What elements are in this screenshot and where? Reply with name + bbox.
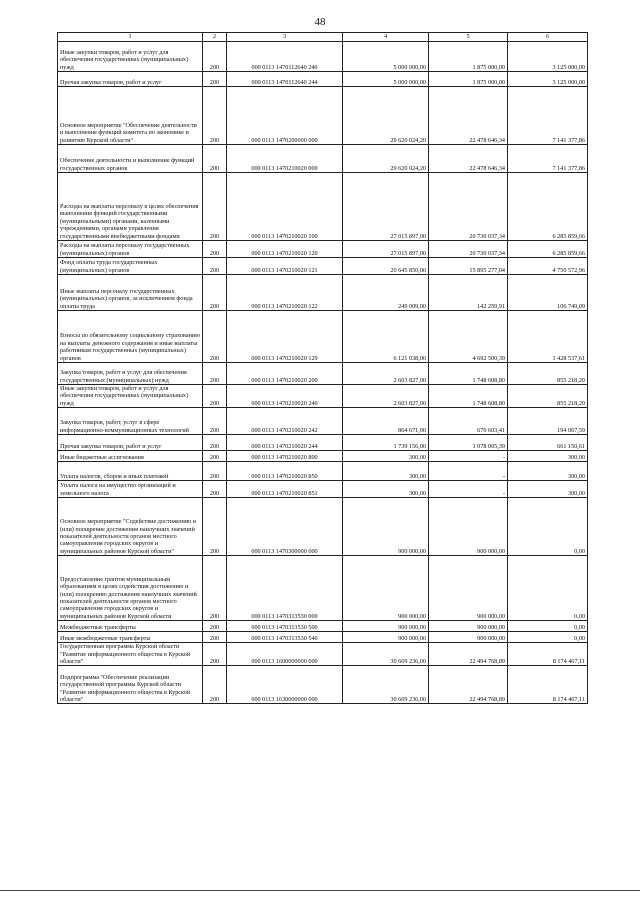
row-executed-amount-cell: 1 875 000,00 bbox=[429, 72, 508, 87]
row-approved-amount-cell: 1 739 156,00 bbox=[343, 435, 429, 451]
row-approved-amount-cell: 864 671,00 bbox=[343, 408, 429, 435]
row-name-cell: Уплата налога на имущество организаций и земельного налога bbox=[58, 481, 203, 498]
row-approved-amount-cell: 900 000,00 bbox=[343, 621, 429, 632]
column-header: 3 bbox=[227, 33, 343, 42]
row-name-cell: Иные закупки товаров, работ и услуг для обеспечения государственных (муниципальных) нужд bbox=[58, 42, 203, 72]
row-unexecuted-amount-cell: 661 150,61 bbox=[508, 435, 588, 451]
row-unexecuted-amount-cell: 0,00 bbox=[508, 632, 588, 643]
row-name-cell: Основное мероприятие "Обеспечение деятельности и выполнение функций комитета по экономике и развитию Курской области" bbox=[58, 87, 203, 145]
row-executed-amount-cell: 900 000,00 bbox=[429, 556, 508, 621]
row-approved-amount-cell: 30 669 236,00 bbox=[343, 643, 429, 666]
row-approved-amount-cell: 2 603 827,00 bbox=[343, 385, 429, 408]
table-row bbox=[58, 145, 588, 173]
row-line-code-cell: 200 bbox=[203, 173, 227, 241]
row-approved-amount-cell: 300,00 bbox=[343, 451, 429, 462]
row-classification-code-cell: 000 0113 1470210020 240 bbox=[227, 385, 343, 408]
row-unexecuted-amount-cell: 7 141 377,86 bbox=[508, 87, 588, 145]
row-unexecuted-amount-cell: 0,00 bbox=[508, 498, 588, 556]
row-classification-code-cell: 000 0113 1470210020 851 bbox=[227, 481, 343, 498]
row-line-code-cell: 200 bbox=[203, 481, 227, 498]
row-line-code-cell: 200 bbox=[203, 385, 227, 408]
row-classification-code-cell: 000 0113 1470210020 850 bbox=[227, 462, 343, 481]
row-executed-amount-cell: 22 494 768,89 bbox=[429, 666, 508, 704]
table-row bbox=[58, 643, 588, 666]
row-executed-amount-cell: 22 478 646,34 bbox=[429, 145, 508, 173]
row-executed-amount-cell: - bbox=[429, 462, 508, 481]
row-line-code-cell: 200 bbox=[203, 87, 227, 145]
table-row bbox=[58, 451, 588, 462]
row-line-code-cell: 200 bbox=[203, 643, 227, 666]
table-row bbox=[58, 173, 588, 241]
row-name-cell: Взносы по обязательному социальному страхованию на выплаты денежного содержания и иные выплаты работникам государственных (муниципальных) органов bbox=[58, 311, 203, 363]
table-row bbox=[58, 363, 588, 385]
row-line-code-cell: 200 bbox=[203, 632, 227, 643]
row-name-cell: Фонд оплаты труда государственных (муниципальных) органов bbox=[58, 258, 203, 275]
row-name-cell: Расходы на выплаты персоналу в целях обеспечения выполнения функций государственными (муниципальными) органами, казенными учреждениями, органами управления государственными внебюджетными фондами bbox=[58, 173, 203, 241]
page-bottom-rule bbox=[0, 890, 640, 891]
row-name-cell: Закупка товаров, работ и услуг для обеспечения государственных (муниципальных) нужд bbox=[58, 363, 203, 385]
row-executed-amount-cell: 22 478 646,34 bbox=[429, 87, 508, 145]
row-classification-code-cell: 000 0113 1470210020 122 bbox=[227, 275, 343, 311]
row-name-cell: Обеспечение деятельности и выполнение функций государственных органов bbox=[58, 145, 203, 173]
row-approved-amount-cell: 900 000,00 bbox=[343, 498, 429, 556]
row-executed-amount-cell: 1 748 608,80 bbox=[429, 385, 508, 408]
row-unexecuted-amount-cell: 855 218,20 bbox=[508, 385, 588, 408]
table-row bbox=[58, 621, 588, 632]
row-name-cell: Расходы на выплаты персоналу государственных (муниципальных) органов bbox=[58, 241, 203, 258]
row-classification-code-cell: 000 0113 1470200000 000 bbox=[227, 87, 343, 145]
row-executed-amount-cell: 20 730 037,34 bbox=[429, 241, 508, 258]
table-body bbox=[58, 42, 588, 704]
row-line-code-cell: 200 bbox=[203, 666, 227, 704]
row-name-cell: Уплата налогов, сборов и иных платежей bbox=[58, 462, 203, 481]
table-row bbox=[58, 556, 588, 621]
table-row bbox=[58, 498, 588, 556]
row-unexecuted-amount-cell: 4 750 572,96 bbox=[508, 258, 588, 275]
table-row bbox=[58, 311, 588, 363]
row-unexecuted-amount-cell: 0,00 bbox=[508, 556, 588, 621]
row-name-cell: Закупка товаров, работ, услуг в сфере информационно-коммуникационных технологий bbox=[58, 408, 203, 435]
row-line-code-cell: 200 bbox=[203, 258, 227, 275]
row-unexecuted-amount-cell: 300,00 bbox=[508, 481, 588, 498]
row-line-code-cell: 200 bbox=[203, 311, 227, 363]
row-line-code-cell: 200 bbox=[203, 275, 227, 311]
row-executed-amount-cell: 900 000,00 bbox=[429, 498, 508, 556]
row-executed-amount-cell: 20 730 037,34 bbox=[429, 173, 508, 241]
budget-table bbox=[57, 32, 588, 704]
row-unexecuted-amount-cell: 7 141 377,86 bbox=[508, 145, 588, 173]
row-name-cell: Прочая закупка товаров, работ и услуг bbox=[58, 72, 203, 87]
row-executed-amount-cell: - bbox=[429, 481, 508, 498]
row-classification-code-cell: 000 0113 1470112640 240 bbox=[227, 42, 343, 72]
table-row bbox=[58, 275, 588, 311]
column-header: 4 bbox=[343, 33, 429, 42]
table-row bbox=[58, 385, 588, 408]
row-classification-code-cell: 000 0113 1470313530 500 bbox=[227, 621, 343, 632]
table-row bbox=[58, 462, 588, 481]
table-row bbox=[58, 408, 588, 435]
row-executed-amount-cell: 900 000,00 bbox=[429, 621, 508, 632]
table-row bbox=[58, 258, 588, 275]
row-line-code-cell: 200 bbox=[203, 621, 227, 632]
row-line-code-cell: 200 bbox=[203, 435, 227, 451]
row-name-cell: Подпрограмма "Обеспечение реализации государственной программы Курской области "Развитие информационного общества в Курской области" bbox=[58, 666, 203, 704]
row-line-code-cell: 200 bbox=[203, 462, 227, 481]
column-header: 5 bbox=[429, 33, 508, 42]
row-classification-code-cell: 000 0113 1470313530 540 bbox=[227, 632, 343, 643]
row-classification-code-cell: 000 0113 1470300000 000 bbox=[227, 498, 343, 556]
row-approved-amount-cell: 5 000 000,00 bbox=[343, 42, 429, 72]
row-approved-amount-cell: 300,00 bbox=[343, 481, 429, 498]
row-executed-amount-cell: 15 895 277,04 bbox=[429, 258, 508, 275]
row-classification-code-cell: 000 0113 1470313530 000 bbox=[227, 556, 343, 621]
header-row bbox=[58, 33, 588, 42]
row-approved-amount-cell: 30 669 236,00 bbox=[343, 666, 429, 704]
row-classification-code-cell: 000 0113 1470112640 244 bbox=[227, 72, 343, 87]
row-approved-amount-cell: 29 620 024,20 bbox=[343, 87, 429, 145]
row-executed-amount-cell: 670 603,41 bbox=[429, 408, 508, 435]
row-executed-amount-cell: 1 748 608,80 bbox=[429, 363, 508, 385]
row-unexecuted-amount-cell: 300,00 bbox=[508, 451, 588, 462]
row-name-cell: Основное мероприятие "Содействие достижению и (или) поощрение достижения наилучших значений показателей деятельности органов местного самоуправления городских округов и муниципальных районов Курской области" bbox=[58, 498, 203, 556]
row-approved-amount-cell: 27 015 897,00 bbox=[343, 173, 429, 241]
row-approved-amount-cell: 29 620 024,20 bbox=[343, 145, 429, 173]
table-row bbox=[58, 87, 588, 145]
row-approved-amount-cell: 20 645 850,00 bbox=[343, 258, 429, 275]
row-approved-amount-cell: 27 015 897,00 bbox=[343, 241, 429, 258]
row-classification-code-cell: 000 0113 1470210020 121 bbox=[227, 258, 343, 275]
row-name-cell: Иные выплаты персоналу государственных (муниципальных) органов, за исключением фонда оплаты труда bbox=[58, 275, 203, 311]
row-line-code-cell: 200 bbox=[203, 241, 227, 258]
row-unexecuted-amount-cell: 194 067,59 bbox=[508, 408, 588, 435]
row-unexecuted-amount-cell: 6 285 859,66 bbox=[508, 173, 588, 241]
row-classification-code-cell: 000 0113 1470210020 129 bbox=[227, 311, 343, 363]
row-name-cell: Межбюджетные трансферты bbox=[58, 621, 203, 632]
row-name-cell: Иные закупки товаров, работ и услуг для обеспечения государственных (муниципальных) нужд bbox=[58, 385, 203, 408]
table-row bbox=[58, 666, 588, 704]
row-name-cell: Иные бюджетные ассигнования bbox=[58, 451, 203, 462]
row-unexecuted-amount-cell: 1 428 537,61 bbox=[508, 311, 588, 363]
row-unexecuted-amount-cell: 3 125 000,00 bbox=[508, 72, 588, 87]
row-line-code-cell: 200 bbox=[203, 451, 227, 462]
row-executed-amount-cell: 1 875 000,00 bbox=[429, 42, 508, 72]
table-row bbox=[58, 435, 588, 451]
table-row bbox=[58, 632, 588, 643]
row-approved-amount-cell: 300,00 bbox=[343, 462, 429, 481]
row-executed-amount-cell: 22 494 768,89 bbox=[429, 643, 508, 666]
row-approved-amount-cell: 6 121 038,00 bbox=[343, 311, 429, 363]
column-header: 1 bbox=[58, 33, 203, 42]
row-executed-amount-cell: - bbox=[429, 451, 508, 462]
row-line-code-cell: 200 bbox=[203, 498, 227, 556]
row-unexecuted-amount-cell: 855 218,20 bbox=[508, 363, 588, 385]
row-unexecuted-amount-cell: 106 749,09 bbox=[508, 275, 588, 311]
row-approved-amount-cell: 900 000,00 bbox=[343, 556, 429, 621]
row-classification-code-cell: 000 0113 1630000000 000 bbox=[227, 666, 343, 704]
row-name-cell: Прочая закупка товаров, работ и услуг bbox=[58, 435, 203, 451]
row-classification-code-cell: 000 0113 1470210020 244 bbox=[227, 435, 343, 451]
column-header: 2 bbox=[203, 33, 227, 42]
row-unexecuted-amount-cell: 300,00 bbox=[508, 462, 588, 481]
row-line-code-cell: 200 bbox=[203, 72, 227, 87]
row-line-code-cell: 200 bbox=[203, 42, 227, 72]
row-line-code-cell: 200 bbox=[203, 556, 227, 621]
row-classification-code-cell: 000 0113 1470210020 120 bbox=[227, 241, 343, 258]
row-classification-code-cell: 000 0113 1470210020 100 bbox=[227, 173, 343, 241]
row-executed-amount-cell: 4 692 500,39 bbox=[429, 311, 508, 363]
row-approved-amount-cell: 249 009,00 bbox=[343, 275, 429, 311]
row-line-code-cell: 200 bbox=[203, 363, 227, 385]
column-header: 6 bbox=[508, 33, 588, 42]
row-line-code-cell: 200 bbox=[203, 408, 227, 435]
row-unexecuted-amount-cell: 6 285 859,66 bbox=[508, 241, 588, 258]
row-unexecuted-amount-cell: 8 174 467,11 bbox=[508, 666, 588, 704]
row-classification-code-cell: 000 0113 1470210020 800 bbox=[227, 451, 343, 462]
row-executed-amount-cell: 1 078 005,39 bbox=[429, 435, 508, 451]
row-name-cell: Предоставление грантов муниципальным образованиям в целях содействия достижению и (или) поощрению достижения наилучших значений показателей деятельности органов местного самоуправления городских округов и муниципальных районов Курской области bbox=[58, 556, 203, 621]
row-unexecuted-amount-cell: 0,00 bbox=[508, 621, 588, 632]
row-classification-code-cell: 000 0113 1470210020 242 bbox=[227, 408, 343, 435]
table-row bbox=[58, 42, 588, 72]
table-row bbox=[58, 72, 588, 87]
row-line-code-cell: 200 bbox=[203, 145, 227, 173]
row-classification-code-cell: 000 0113 1600000000 000 bbox=[227, 643, 343, 666]
row-approved-amount-cell: 5 000 000,00 bbox=[343, 72, 429, 87]
row-executed-amount-cell: 900 000,00 bbox=[429, 632, 508, 643]
row-name-cell: Иные межбюджетные трансферты bbox=[58, 632, 203, 643]
row-classification-code-cell: 000 0113 1470210020 000 bbox=[227, 145, 343, 173]
table-row bbox=[58, 241, 588, 258]
row-approved-amount-cell: 2 603 827,00 bbox=[343, 363, 429, 385]
page-number: 48 bbox=[314, 16, 326, 28]
table-row bbox=[58, 481, 588, 498]
row-executed-amount-cell: 142 259,91 bbox=[429, 275, 508, 311]
row-unexecuted-amount-cell: 3 125 000,00 bbox=[508, 42, 588, 72]
row-unexecuted-amount-cell: 8 174 467,11 bbox=[508, 643, 588, 666]
row-name-cell: Государственная программа Курской области "Развитие информационного общества в Курской области" bbox=[58, 643, 203, 666]
row-classification-code-cell: 000 0113 1470210020 200 bbox=[227, 363, 343, 385]
row-approved-amount-cell: 900 000,00 bbox=[343, 632, 429, 643]
